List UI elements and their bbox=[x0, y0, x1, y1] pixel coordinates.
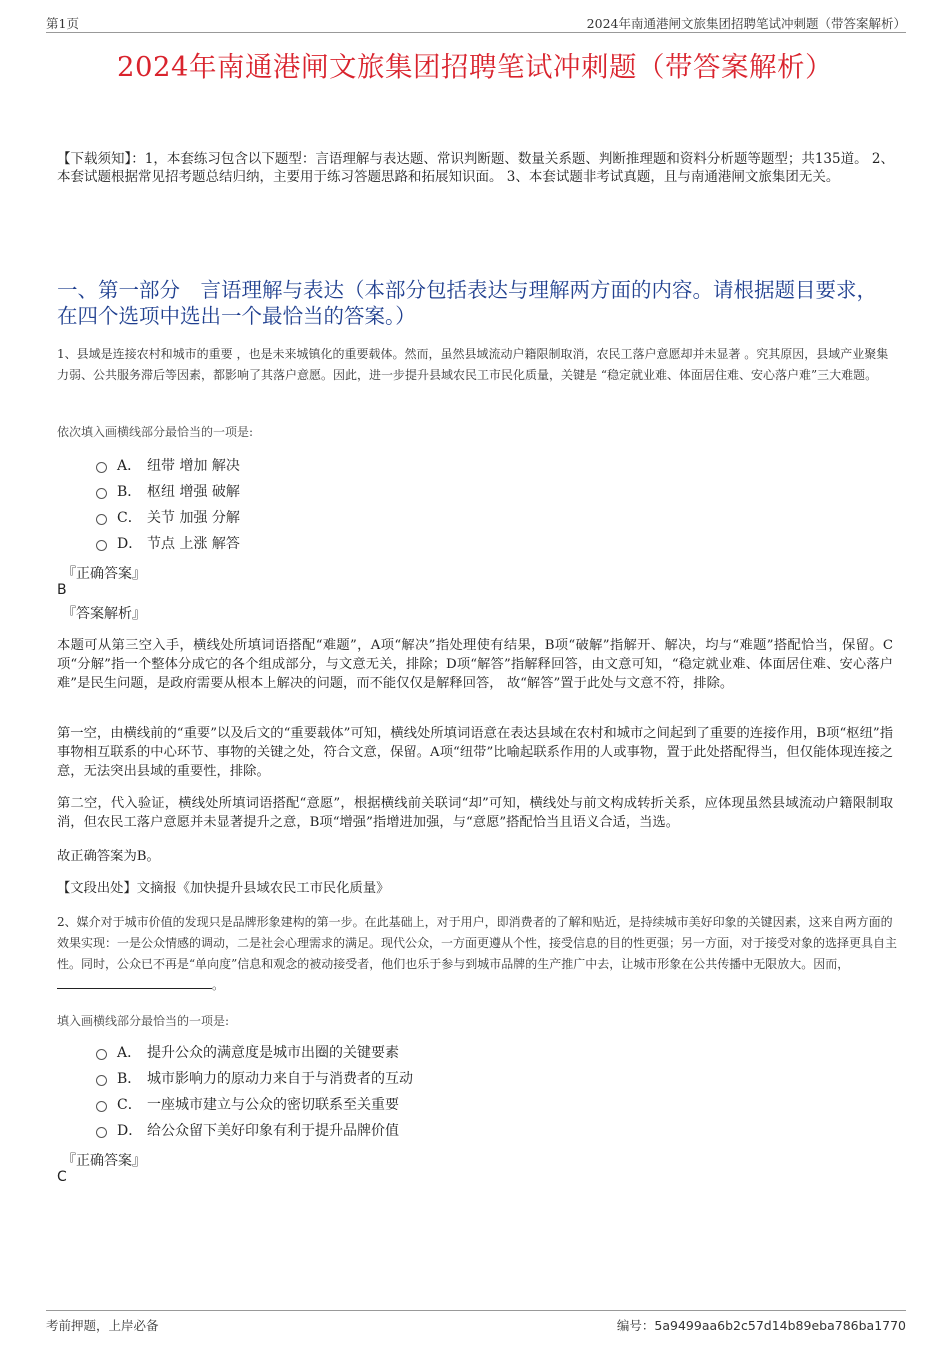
radio-icon[interactable] bbox=[96, 540, 107, 551]
option-d[interactable]: D． 给公众留下美好印象有利于提升品牌价值 bbox=[96, 1117, 413, 1143]
question-2-options bbox=[96, 1039, 413, 1143]
radio-icon[interactable] bbox=[96, 1127, 107, 1138]
section-title: 一、第一部分 言语理解与表达（本部分包括表达与理解两方面的内容。请根据题目要求，在四个选项中选出一个最恰当的答案。） bbox=[57, 278, 877, 328]
text-source: 【文段出处】文摘报《加快提升县域农民工市民化质量》 bbox=[57, 881, 390, 896]
radio-icon[interactable] bbox=[96, 1075, 107, 1086]
answer-value: C bbox=[57, 1169, 67, 1185]
page-footer bbox=[46, 1310, 906, 1333]
analysis-paragraph: 本题可从第三空入手，横线处所填词语搭配“难题”，A项“解决”指处理使有结果，B项“破解”指解开、解决，均与“难题”搭配恰当，保留。C项“分解”指一个整体分成它的各个组成部分，与文意无关，排除；D项“解答”指解释回答，由文意可知，“稳定就业难、体面居住难、安心落户难”是民生问题，是政府需要从根本上解决的问题，而不能仅仅是解释回答， 故“解答”置于此处与文意不符，排除。 bbox=[57, 638, 893, 691]
radio-icon[interactable] bbox=[96, 1049, 107, 1060]
analysis-conclusion: 故正确答案为B。 bbox=[57, 849, 160, 864]
analysis-label: 『答案解析』 bbox=[62, 606, 146, 622]
answer-label: 『正确答案』 bbox=[62, 1153, 146, 1169]
analysis-paragraph: 第一空，由横线前的“重要”以及后文的“重要载体”可知，横线处所填词语意在表达县域在农村和城市之间起到了重要的连接作用，B项“枢纽”指事物相互联系的中心环节、事物的关键之处，符合文意，保留。A项“纽带”比喻起联系作用的人或事物，置于此处搭配得当，但仅能体现连接之意，无法突出县域的重要性，排除。 bbox=[57, 726, 893, 779]
download-notice: 【下载须知】：1，本套练习包含以下题型：言语理解与表达题、常识判断题、数量关系题、判断推理题和资料分析题等题型；共135道。 2、本套试题根据常见招考题总结归纳，主要用于练习答题思路和拓展知识面。 3、本套试题非考试真题，且与南通港闸文旅集团无关。 bbox=[57, 151, 894, 185]
answer-label: 『正确答案』 bbox=[62, 566, 146, 582]
header-doc-title: 2024年南通港闸文旅集团招聘笔试冲刺题（带答案解析） bbox=[586, 16, 906, 31]
radio-icon[interactable] bbox=[96, 514, 107, 525]
radio-icon[interactable] bbox=[96, 488, 107, 499]
radio-icon[interactable] bbox=[96, 1101, 107, 1112]
page-number: 第1页 bbox=[46, 16, 79, 31]
question-1-text: 1、县域是连接农村和城市的重要 ，也是未来城镇化的重要载体。然而，虽然县域流动户籍限制取消，农民工落户意愿却并未显著 。究其原因，县域产业聚集力弱、公共服务滞后等因素，都影响了其落户意愿。因此，进一步提升县域农民工市民化质量，关键是 “稳定就业难、体面居住难、安心落户难”三大难题。 bbox=[57, 347, 889, 382]
option-d[interactable]: D． 节点 上涨 解答 bbox=[96, 530, 240, 556]
footer-slogan: 考前押题，上岸必备 bbox=[46, 1318, 159, 1333]
option-a[interactable]: A． 提升公众的满意度是城市出圈的关键要素 bbox=[96, 1039, 413, 1065]
option-b[interactable]: B． 枢纽 增强 破解 bbox=[96, 478, 240, 504]
document-code: 编号：5a9499aa6b2c57d14b89eba786ba1770 bbox=[616, 1318, 906, 1333]
document-title: 2024年南通港闸文旅集团招聘笔试冲刺题（带答案解析） bbox=[117, 51, 833, 83]
option-c[interactable]: C． 关节 加强 分解 bbox=[96, 504, 240, 530]
option-c[interactable]: C． 一座城市建立与公众的密切联系至关重要 bbox=[96, 1091, 413, 1117]
answer-value: B bbox=[57, 582, 67, 598]
page-header bbox=[46, 10, 906, 33]
question-1-options bbox=[96, 452, 240, 556]
option-b[interactable]: B． 城市影响力的原动力来自于与消费者的互动 bbox=[96, 1065, 413, 1091]
analysis-paragraph: 第二空，代入验证，横线处所填词语搭配“意愿”，根据横线前关联词“却”可知，横线处与前文构成转折关系，应体现虽然县域流动户籍限制取消，但农民工落户意愿并未显著提升之意，B项“增强”指增进加强，与“意愿”搭配恰当且语义合适，当选。 bbox=[57, 796, 893, 830]
question-2-prompt: 填入画横线部分最恰当的一项是: bbox=[57, 1014, 230, 1028]
question-2-text: 2、媒介对于城市价值的发现只是品牌形象建构的第一步。在此基础上，对于用户，即消费者的了解和贴近，是持续城市美好印象的关键因素，这来自两方面的效果实现：一是公众情感的调动，二是社会心理需求的满足。现代公众，一方面更遵从个性，接受信息的目的性更强；另一方面，对于接受对象的选择更具自主性。同时，公众已不再是“单向度”信息和观念的被动接受者，他们也乐于参与到城市品牌的生产推广中去，让城市形象在公共传播中无限放大。因而，。 bbox=[57, 915, 898, 992]
option-a[interactable]: A． 纽带 增加 解决 bbox=[96, 452, 240, 478]
question-1-prompt: 依次填入画横线部分最恰当的一项是: bbox=[57, 425, 254, 439]
answer-blank bbox=[57, 976, 212, 989]
radio-icon[interactable] bbox=[96, 462, 107, 473]
